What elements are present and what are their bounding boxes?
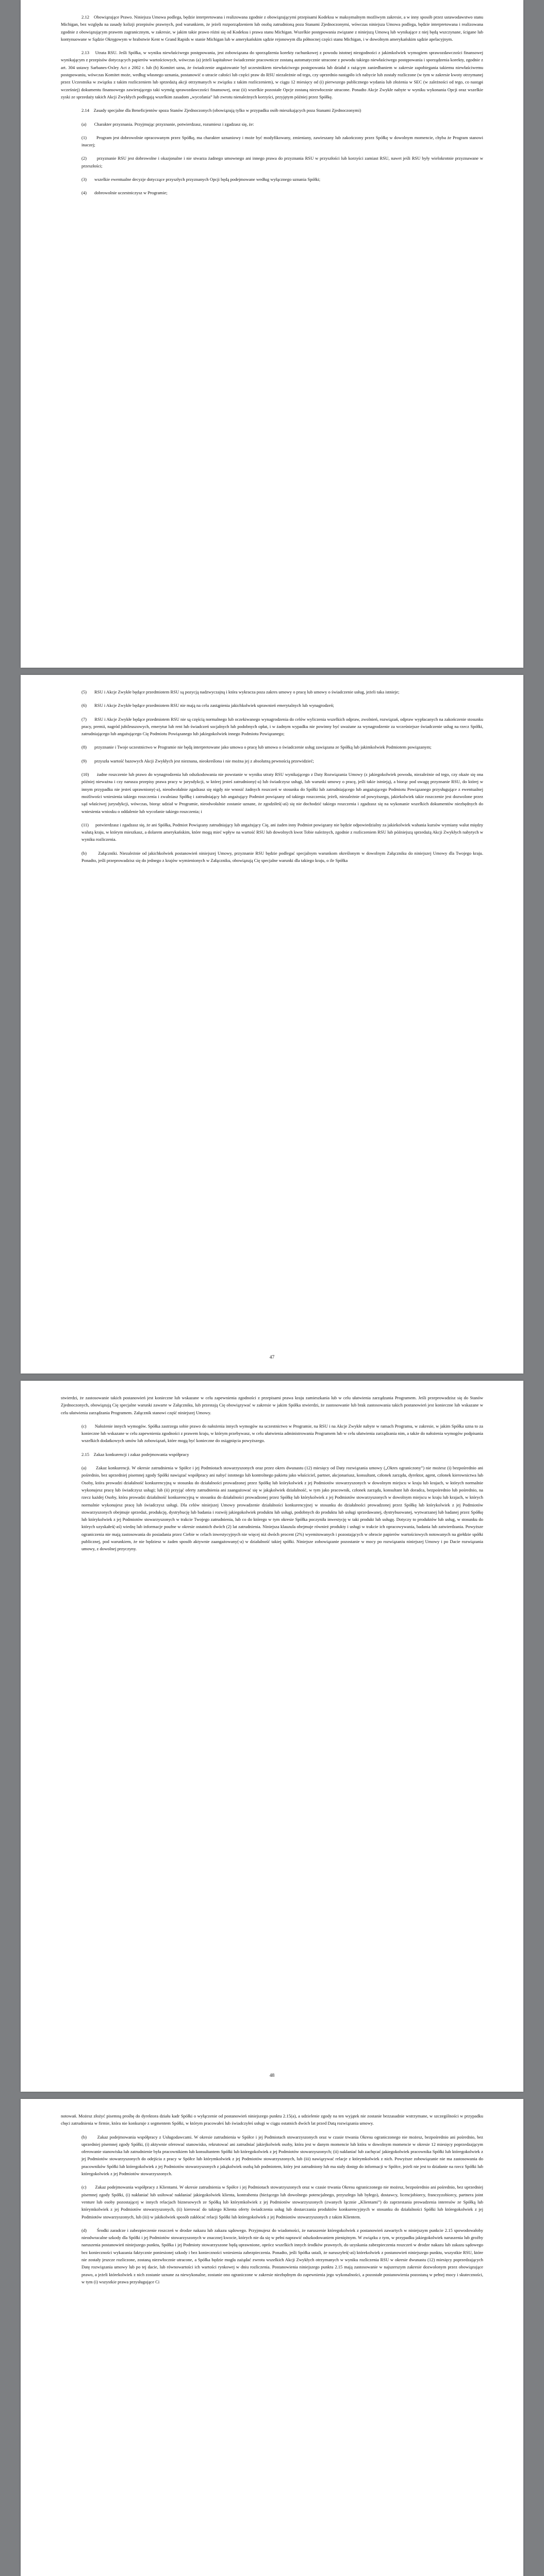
clause-paragraph: 2.12 Obowiązujące Prawo. Niniejsza Umowa podlega, będzie interpretowana i realizowana zgodnie z obowiązującymi przepisami Kodeksu w maksymalnym możliwym zakresie, a w inny sposób przez ustawodawstwo stanu Michigan, bez względu na zasady kolizji przepisów prawnych, pod warunkiem, że jeżeli rozporządzeniem lub osobą zatrudnioną poza Stanami Zjednoczonymi, wówczas niniejsza Umowa podlega, będzie interpretowana i realizowana zgodnie z obowiązującym prawem zagranicznym, w zakresie, w jakim takie prawo różni się od Kodeksu i prawa stanu Michigan. Wszelkie postępowania związane z niniejszą Umową lub wynikające z niej będą wszczynane, ścigane lub kontynuowane w Sądzie Okręgowym w hrabstwie Kent w Grand Rapids w stanie Michigan lub w amerykańskim sądzie rejonowym dla północnej części stanu Michigan, i w dowolnym amerykańskim sądzie apelacyjnym. — [61, 14, 483, 42]
clause-item: (3) wszelkie ewentualne decyzje dotyczące przyszłych przyznanych Opcji będą podejmowane według wyłącznego uznania Spółki; — [81, 177, 321, 182]
clause-item: (8) przyznanie i Twoje uczestnictwo w Programie nie będą interpretowane jako umowa o pracę lub umowa o świadczenie usług zawiązana ze Spółką lub jakimkolwiek Podmiotem powiązanym; — [81, 744, 432, 750]
clause-item: (2) przyznanie RSU jest dobrowolne i okazjonalne i nie stwarza żadnego umownego ani innego prawa do przyznania RSU w przyszłości lub korzyści zamiast RSU, nawet jeśli RSU były wielokrotnie przyznawane w przeszłości; — [81, 156, 483, 168]
clause-item: (9) przyszła wartość bazowych Akcji Zwykłych jest nieznana, nieokreślona i nie można jej z absolutną pewnością przewidzieć; — [81, 758, 314, 764]
clause-subsection: (c) Zakaz podejmowania współpracy z Klientami. W okresie zatrudnienia w Spółce i jej Podmiotach stowarzyszonych oraz w czasie trwania Okresu ograniczonego nie możesz, bezpośrednio ani pośrednio, bez uprzedniej pisemnej zgody Spółki, (i) nakłaniać lub usiłować nakłaniać jakiegokolwiek klienta, kontrahenta (bieżącego lub dowolnego potencjalnego, przyszłego lub byłego), dostawcy, licencjobiorcy, franczyzobiorcy, partnera joint venture lub osoby pozostającej w innych relacjach biznesowych ze Spółką lub którymkolwiek z jej Podmiotów stowarzyszonych (zwanych łącznie „Klientami”) do zaprzestania prowadzenia interesów ze Spółką lub którymkolwiek z jej Podmiotów stowarzyszonych, (ii) kierować do takiego Klienta oferty świadczenia usług lub dostarczania produktów konkurencyjnych w stosunku do działalności Spółki lub któregokolwiek z jej Podmiotów stowarzyszonych, lub (iii) w jakikolwiek sposób zakłócać relacji Spółki lub któregokolwiek z jej Podmiotów stowarzyszonych z takim Klientem. — [81, 2184, 483, 2219]
clause-subsection: (d) Środki zaradcze i zabezpieczenie roszczeń w drodze nakazu lub zakazu sądowego. Przyjmujesz do wiadomości, że naruszenie któregokolwiek z postanowień zawartych w niniejszym punkcie 2.15 spowodowałoby nieodwracalne szkody dla Spółki i jej Podmiotów stowarzyszonych w znacznej kwocie, których nie da się w pełni naprawić odszkodowaniem pieniężnym. W związku z tym, w przypadku jakiegokolwiek naruszenia lub groźby naruszenia postanowień niniejszego punktu, Spółka i jej Podmioty stowarzyszone będą uprawnione, oprócz wszelkich innych środków prawnych, do uzyskania zabezpieczenia roszczeń w drodze nakazu lub zakazu sądowego bez konieczności wykazania faktycznie poniesionej szkody i bez konieczności wniesienia zabezpieczenia. Ponadto, jeśli Spółka ustali, że naruszyłeś(-aś) którekolwiek z postanowień niniejszego punktu, wszystkie RSU, które nie zostały jeszcze rozliczone, zostaną niezwłocznie utracone, a Spółka będzie mogła zażądać zwrotu wszelkich Akcji Zwykłych otrzymanych w wyniku rozliczenia RSU w okresie dwunastu (12) miesięcy poprzedzających Datę rozwiązania umowy lub po tej dacie, lub równowartości ich wartości rynkowej w dniu rozliczenia. Postanowienia niniejszego punktu 2.15 mają zastosowanie w najszerszym zakresie dozwolonym przez obowiązujące prawo, a jeżeli którekolwiek z nich zostanie uznane za niewykonalne, zostanie ono ograniczone w zakresie niezbędnym do zapewnienia jego wykonalności, a pozostałe postanowienia pozostaną w pełnej mocy i skuteczności, w tym (i) wszystkie prawa przysługujące Ci — [81, 2227, 483, 2284]
document-page — [21, 2099, 523, 2576]
document-page — [21, 1381, 523, 2092]
clause-paragraph: stwierdzi, że zastosowanie takich postanowień jest konieczne lub wskazane w celu zapewnienia zgodności z przepisami prawa kraju zamieszkania lub w celu ułatwienia zarządzania Programem. Jeśli przeprowadzisz się do Stanów Zjednoczonych, obowiązują Cię specjalne warunki zawarte w Załączniku, lub przestają Cię obowiązywać w zakresie w jakim Spółka stwierdzi, że zastosowanie lub brak zastosowania takich postanowień jest konieczne lub wskazane w celu ułatwienia zarządzania Programem. Załącznik stanowi część niniejszej Umowy. — [61, 1395, 483, 1415]
clause-subsection: (a) Zakaz konkurencji. W okresie zatrudnienia w Spółce i jej Podmiotach stowarzyszonych oraz przez okres dwunastu (12) miesięcy od Daty rozwiązania umowy („Okres ograniczony”) nie możesz (i) bezpośrednio ani pośrednio, bez uprzedniej pisemnej zgody Spółki nawiązać współpracy ani nabyć istotnego lub kontrolnego pakietu jako właściciel, partner, akcjonariusz, konsultant, członek zarządu, dyrektor, agent, członek kierownictwa lub Osoby, która prowadzi działalność konkurencyjną w stosunku do działalności prowadzonej przez Spółkę lub którykolwiek z jej Podmiotów stowarzyszonych w dowolnym miejscu w kraju lub krajach, w których normalnie wykonujesz pracę lub świadczysz usługi; lub (ii) przyjąć oferty zatrudnienia ani zaangażować się w jakąkolwiek działalność, w tym jako pracownik, członek zarządu, konsultant lub doradca, bezpośrednio lub pośrednio, na rzecz każdej Osoby, która prowadzi działalność konkurencyjną w stosunku do działalności prowadzonej przez Spółkę lub którykolwiek z jej Podmiotów stowarzyszonych w dowolnym miejscu w kraju lub krajach, w których normalnie wykonujesz pracę lub świadczysz usługi. Dla celów niniejszej Umowy prowadzenie działalności konkurencyjnej w stosunku do działalności prowadzonej przez Spółkę lub którykolwiek z jej Podmiotów stowarzyszonych obejmuje sprzedaż, produkcję, dystrybucję lub badania i rozwój jakiegokolwiek produktu lub usługi, podobnych do produktu lub usługi sprzedawanej, dystrybuowanej, wytwarzanej lub badanej przez Spółkę lub którykolwiek z jej Podmiotów stowarzyszonych w trakcie Twojego zatrudnienia, lub co do którego w tym okresie Spółka poczyniła inwestycję w taki produkt lub usługę. Dotyczy to produktów lub usług, w stosunku do których uzyskałeś(-aś) wiedzę lub informacje poufne w okresie ostatnich dwóch (2) lat zatrudnienia. Niniejsza klauzula obejmuje również produkty i usługi w trakcie ich opracowywania, badania lub zatwierdzania. Powyższe ograniczenia nie mają zastosowania do posiadania przez Ciebie w celach inwestycyjnych nie więcej niż dwóch procent (2%) wyemitowanych i pozostających w obrocie papierów wartościowych notowanych na giełdzie spółki publicznej, pod warunkiem, że nie będziesz w żaden sposób aktywnie zaangażowany(-a) w działalność takiej spółki. Niniejsze zobowiązanie pozostanie w mocy po rozwiązaniu niniejszej Umowy i po Dacie rozwiązania umowy, z dowolnej przyczyny. — [81, 1465, 483, 1552]
document-page — [21, 0, 523, 668]
page-number: 48 — [269, 2073, 275, 2078]
page-content — [61, 1394, 483, 2055]
clause-subsection: (a) Charakter przyznania. Przyjmując przyznanie, potwierdzasz, rozumiesz i zgadzasz się, że: — [81, 121, 254, 127]
clause-paragraph: notowań. Możesz złożyć pisemną prośbę do dyrektora działu kadr Spółki o wyłączenie od postanowień niniejszego punktu 2.15(a), a udzielenie zgody na ten wyjątek nie zostanie bezzasadnie wstrzymane, w szczególności w przypadku chęci zatrudnienia w firmie, która nie konkuruje z segmentem Spółki, w którym pracowałeś lub świadczyłeś usługi w ciągu ostatnich dwóch lat przed Datą rozwiązania umowy. — [61, 2113, 483, 2126]
page-content — [61, 688, 483, 1336]
clause-item: (10) żadne roszczenie lub prawo do wynagrodzenia lub odszkodowania nie powstanie w wyniku utraty RSU wynikającego z Daty Rozwiązania Umowy (z jakiegokolwiek powodu, niezależnie od tego, czy okaże się ona później nieważna i czy narusza przepisy prawa pracy w jurysdykcji, w której jesteś zatrudniony(-a) lub świadczysz usługi, lub warunki umowy o pracę, jeśli takie istnieją), a biorąc pod uwagę przyznanie RSU, do której w innym przypadku nie jesteś uprawniony(-a), nieodwołalnie zgadzasz się nigdy nie wnosić żadnych roszczeń w stosunku do Spółki lub zatrudniającego lub angażującego Podmiotu Powiązanego przysługujące z ewentualnej możliwości wniesienia takiego roszczenia i zwalniasz Spółkę i zatrudniający lub angażujący Podmiot powiązany od takiego roszczenia; jeżeli, niezależnie od powyższego, jakiekolwiek takie roszczenie jest dozwolone przez sąd właściwej jurysdykcji, wówczas, biorąc udział w Programie, nieodwołalnie zostanie uznane, że zgodziłeś(-aś) się nie dochodzić takiego roszczenia i zgadzasz się na wykonanie wszelkich dokumentów niezbędnych do wniesienia wniosku o oddalenie lub wycofanie takiego roszczenia; i — [81, 772, 483, 814]
page-number: 47 — [269, 1355, 275, 1360]
page-content — [61, 13, 483, 631]
clause-paragraph: 2.13 Utrata RSU. Jeśli Spółka, w wyniku niewłaściwego postępowania, jest zobowiązana do sporządzenia korekty rachunkowej z powodu istotnej niezgodności z jakimkolwiek wymogiem sprawozdawczości finansowej wynikającym z przepisów dotyczących papierów wartościowych, wówczas (a) jeżeli kapitałowe świadczenie pracownicze zostaną automatycznie utracone z powodu takiego niewłaściwego postępowania i sporządzenia korekty, zgodnie z art. 304 ustawy Sarbanes-Oxley Act z 2002 r. lub (b) Komitet uzna, że świadczenie angażowanie był uczestnikiem niewłaściwego postępowania lub działał z rażącym zaniedbaniem w zakresie zapobiegania takiemu niewłaściwemu postępowaniu, wówczas Komitet może, według własnego uznania, postanowić o utracie całości lub części praw do RSU niezależnie od tego, czy uprzednio nastąpiło ich nabycie lub zostały rozliczone (w tym w zakresie kwoty otrzymanej przez Uczestnika w związku z takim rozliczeniem lub sprzedażą akcji otrzymanych w związku z takim rozliczeniem), w ciągu 12 miesięcy od (i) pierwszego publicznego wydania lub złożenia w SEC (w zależności od tego, co nastąpi wcześniej) dokumentu finansowego zawierającego taki wymóg sprawozdawczości finansowej, oraz (ii) wszelkie pozostałe Opcje zostaną niezwłocznie utracone. Ponadto Akcje Zwykłe nabyte w wyniku wykonania Opcji oraz wszelkie zyski ze sprzedaży takich Akcji Zwykłych podlegają wszelkim zasadom „wycofania” lub zwrotu nienależnych korzyści, przyjętym później przez Spółkę. — [61, 50, 483, 99]
clause-item: (7) RSU i Akcje Zwykłe będące przedmiotem RSU nie są częścią normalnego lub oczekiwanego wynagrodzenia do celów wyliczenia wszelkich odpraw, zwolnień, rozwiązań, odpraw wypłacanych na zakończenie stosunku pracy, premii, nagród jubileuszowych, emerytur lub rent lub świadczeń socjalnych lub podobnych opłat, i w żadnym wypadku nie powinny być uważane za wynagrodzenie za wcześniejsze świadczenie usług na rzecz Spółki, zatrudniającego lub angażującego Cię Podmiotu Powiązanego lub jakiegokolwiek innego Podmiotu Powiązanego; — [81, 716, 483, 737]
document-page — [21, 675, 523, 1374]
clause-subsection: (b) Załączniki. Niezależnie od jakichkolwiek postanowień niniejszej Umowy, przyznanie RSU będzie podlegać specjalnym warunkom określonym w dowolnym Załączniku do niniejszej Umowy dla Twojego kraju. Ponadto, jeśli przeprowadzisz się do jednego z krajów wymienionych w Załączniku, obowiązują Cię specjalne warunki dla takiego kraju, o ile Spółka — [81, 850, 483, 863]
clause-subsection: (c) Nałożenie innych wymogów. Spółka zastrzega sobie prawo do nałożenia innych wymogów na uczestnictwo w Programie, na RSU i na Akcje Zwykłe nabyte w ramach Programu, w zakresie, w jakim Spółka uzna to za konieczne lub wskazane w celu zapewnienia zgodności z prawem kraju, w którym przebywasz, w celu ułatwienia administrowania Programem lub w celu ułatwienia zarządzania nim, a także do nałożenia wymogów podpisania wszelkich dodatkowych umów lub zobowiązań, które mogą być konieczne do osiągnięcia powyższego. — [81, 1423, 483, 1444]
page-content — [61, 2112, 483, 2576]
clause-item: (5) RSU i Akcje Zwykłe będące przedmiotem RSU są pozycją nadzwyczajną i która wykracza poza zakres umowy o pracę lub umowy o świadczenie usług, jeżeli taka istnieje; — [81, 689, 400, 694]
clause-item: (1) Program jest dobrowolnie opracowanym przez Spółkę, ma charakter uznaniowy i może być modyfikowany, zmieniany, zawieszany lub zakończony przez Spółkę w dowolnym momencie, chyba że Program stanowi inaczej; — [81, 134, 483, 148]
clause-item: (11) potwierdzasz i zgadzasz się, że ani Spółka, Podmiot Powiązany zatrudniający lub angażujący Cię, ani żaden inny Podmiot powiązany nie będzie odpowiedzialny za jakiekolwiek wahania kursów wymiany walut między walutą kraju, w którym mieszkasz, a dolarem amerykańskim, które mogą mieć wpływ na wartość RSU lub dowolnych kwot Tobie należnych, zgodnie z rozliczeniem RSU lub późniejszą sprzedażą Akcji Zwykłych nabytych w wyniku rozliczenia. — [81, 822, 483, 842]
clause-subsection: (b) Zakaz podejmowania współpracy z Usługodawcami. W okresie zatrudnienia w Spółce i jej Podmiotach stowarzyszonych oraz w czasie trwania Okresu ograniczonego nie możesz, bezpośrednio ani pośrednio, bez uprzedniej pisemnej zgody Spółki, (i) aktywnie oferować stanowisko, rekrutować ani zatrudniać jakiejkolwiek osoby, która jest w danym momencie lub która w dowolnym momencie w okresie 12 miesięcy poprzedzającym oferowanie stanowiska lub zatrudnienie była pracownikiem lub konsultantem Spółki lub któregokolwiek z jej Podmiotów stowarzyszonych; (ii) nakłaniać lub zachęcać jakiegokolwiek pracownika Spółki lub któregokolwiek z jej Podmiotów stowarzyszonych do odejścia z pracy w Spółce lub którymkolwiek z jej Podmiotów stowarzyszonych, lub (iii) nawiązywać relacje z którymkolwiek z nich. Powyższe zobowiązanie nie ma zastosowania do pracowników Spółki lub któregokolwiek z jej Podmiotów stowarzyszonych z jakąkolwiek osobą lub podmiotem, który jest zatrudniony lub ma stały dostęp do informacji w Spółce, jeżeli nie jest to działanie na rzecz Spółki lub któregokolwiek z jej Podmiotów stowarzyszonych. — [81, 2134, 483, 2177]
clause-paragraph: 2.14 Zasady specjalne dla Beneficjentów spoza Stanów Zjednoczonych (obowiązują tylko w przypadku osób mieszkających poza Stanami Zjednoczonymi) — [81, 108, 361, 113]
clause-item: (4) dobrowolnie uczestniczysz w Programie; — [81, 190, 168, 196]
clause-item: (6) RSU i Akcje Zwykłe będące przedmiotem RSU nie mają na celu zastąpienia jakichkolwiek uprawnień emerytalnych lub wynagrodzeń; — [81, 703, 334, 708]
clause-paragraph: 2.15 Zakaz konkurencji i zakaz podejmowania współpracy — [81, 1451, 189, 1457]
